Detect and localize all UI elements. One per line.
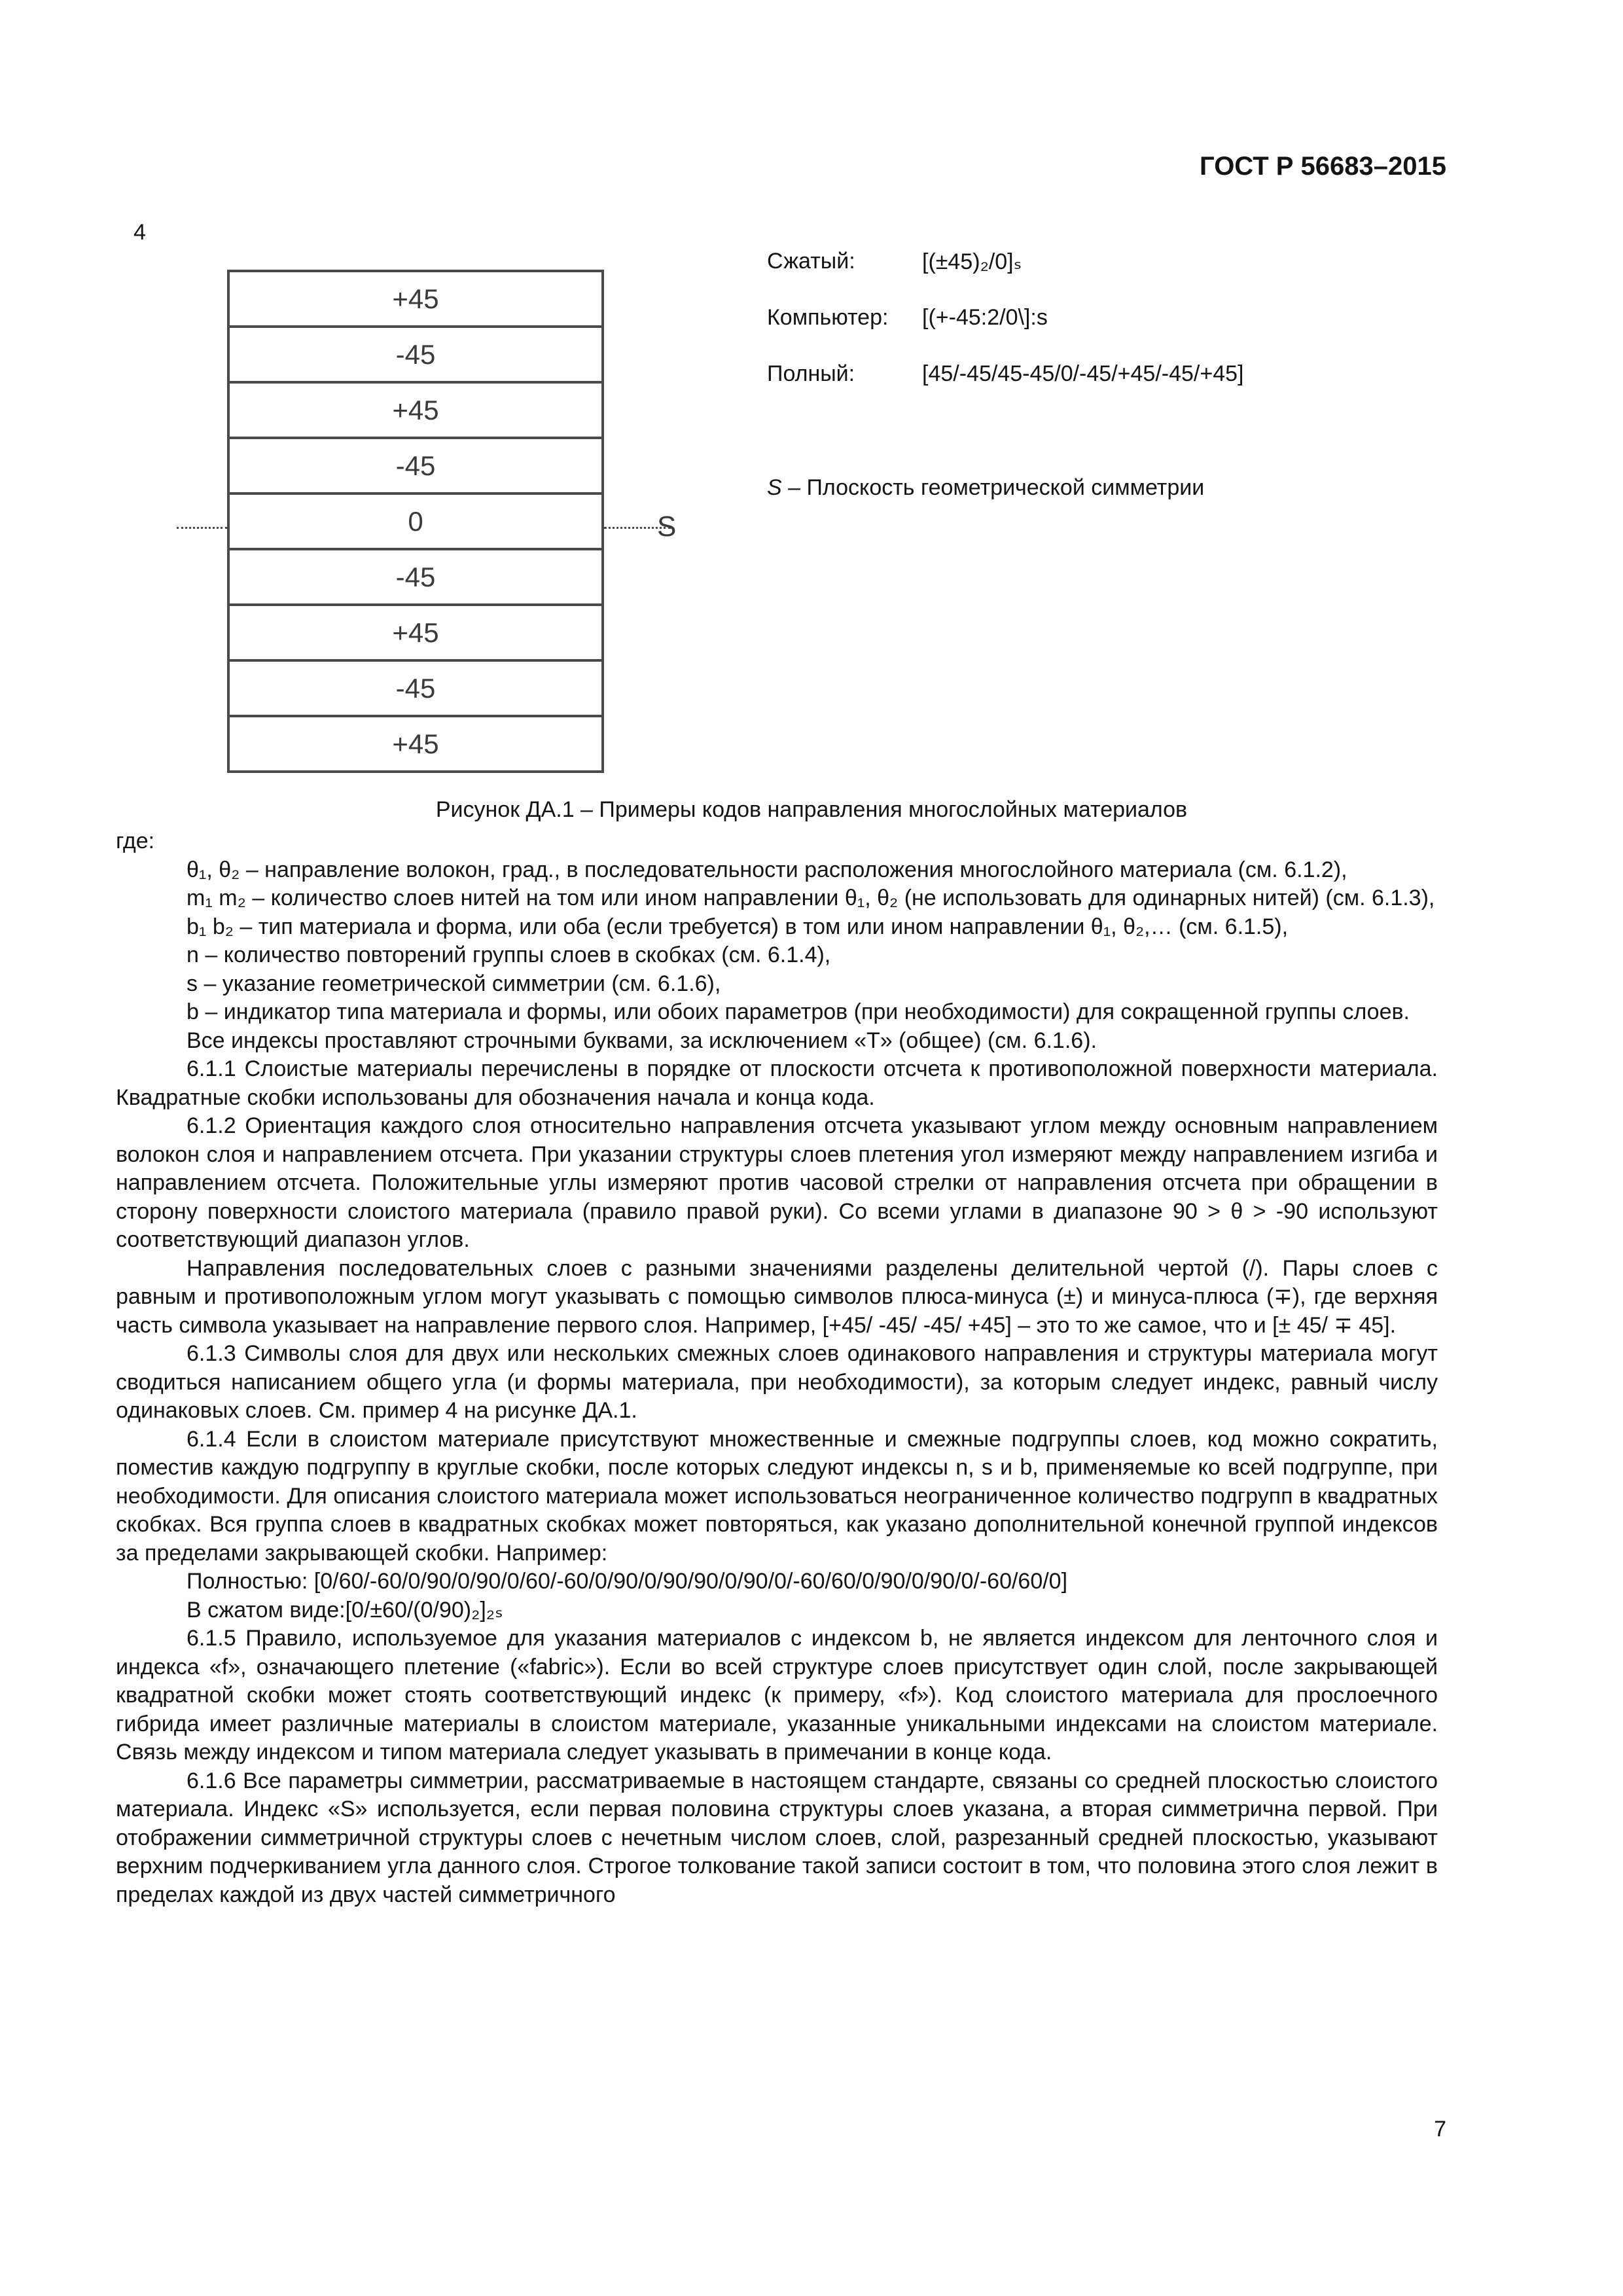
section-6-1-5: 6.1.5 Правило, используемое для указания материалов с индексом b, не является индексом для ленточного слоя и индекса «f», означающего плетение («fabric»). Если во всей структуре слоев присутствует один слой, после закрывающей квадратной скобки может стоять соответствующий индекс (к примеру, «f»). Код слоистого материала для прослоечного гибрида имеет различные материалы в слоистом материале, указанные уникальными индексами на слоистом материале. Связь между индексом и типом материала следует указывать в примечании в конце кода.	[116, 1626, 1438, 1765]
symmetry-note	[767, 475, 1204, 501]
example-number: 4	[134, 220, 146, 245]
layer-8: -45	[227, 659, 604, 715]
document-header: ГОСТ Р 56683–2015	[1200, 152, 1446, 181]
code-label: Сжатый:	[767, 249, 855, 274]
section-6-1-3: 6.1.3 Символы слоя для двух или нескольких смежных слоев одинакового направления и структуры материала могут сводиться написанием общего угла (и формы материала, при необходимости), за которым следует индекс, равный числу одинаковых слоев. См. пример 4 на рисунке ДА.1.	[116, 1341, 1438, 1423]
layer-9: +45	[227, 715, 604, 773]
paragraph: m₁ m₂ – количество слоев нитей на том или ином направлении θ₁, θ₂ (не использовать для одинарных нитей) (см. 6.1.3),	[187, 886, 1435, 910]
layer-1: +45	[227, 270, 604, 325]
code-value: [(+-45:2/0\]:s	[922, 305, 1048, 330]
symmetry-note-symbol: S	[767, 475, 782, 500]
code-row-full	[767, 361, 1243, 418]
layer-5: 0	[227, 492, 604, 548]
code-label: Компьютер:	[767, 305, 889, 330]
figure-caption: Рисунок ДА.1 – Примеры кодов направления многослойных материалов	[435, 797, 1188, 822]
symmetry-line-left	[177, 527, 227, 529]
paragraph: θ₁, θ₂ – направление волокон, град., в последовательности расположения многослойного материала (см. 6.1.2),	[187, 857, 1347, 882]
layer-6: -45	[227, 548, 604, 603]
layer-2: -45	[227, 325, 604, 381]
paragraph: n – количество повторений группы слоев в скобках (см. 6.1.4),	[187, 942, 831, 967]
section-6-1-4: 6.1.4 Если в слоистом материале присутствуют множественные и смежные подгруппы слоев, код можно сократить, поместив каждую подгруппу в круглые скобки, после которых следуют индексы n, s и b, применяемые ко всей подгруппе, при необходимости. Для описания слоистого материала может использоваться неограниченное количество подгрупп в квадратных скобках. Вся группа слоев в квадратных скобках может повторяться, как указано дополнительной конечной группой индексов за пределами закрывающей скобки. Например:	[116, 1426, 1438, 1566]
code-row-compressed	[767, 249, 1243, 305]
body-text	[116, 827, 1438, 1909]
code-list	[767, 249, 1243, 418]
example-compressed: В сжатом виде:[0/±60/(0/90)₂]₂ₛ	[187, 1597, 503, 1623]
layer-3: +45	[227, 381, 604, 437]
where-label: где:	[116, 829, 155, 853]
section-6-1-1: 6.1.1 Слоистые материалы перечислены в порядке от плоскости отсчета к противоположной поверхности материала. Квадратные скобки использованы для обозначения начала и конца кода.	[116, 1056, 1438, 1110]
paragraph: Все индексы проставляют строчными буквами, за исключением «T» (общее) (см. 6.1.6).	[187, 1028, 1097, 1053]
section-6-1-2: 6.1.2 Ориентация каждого слоя относительно направления отсчета указывают углом между основным направлением волокон слоя и направлением отсчета. При указании структуры слоев плетения угол измеряют между направлением изгиба и направлением отсчета. Положительные углы измеряют против часовой стрелки от направления отсчета при обращении в сторону поверхности слоистого материала (правило правой руки). Со всеми углами в диапазоне 90 > θ > -90 используют соответствующий диапазон углов.	[116, 1113, 1438, 1252]
paragraph: b₁ b₂ – тип материала и форма, или оба (если требуется) в том или ином направлении θ₁, θ₂,… (см. 6.1.5),	[187, 914, 1289, 939]
paragraph: b – индикатор типа материала и формы, или обоих параметров (при необходимости) для сокращенной группы слоев.	[187, 999, 1410, 1024]
code-label: Полный:	[767, 361, 855, 386]
page-number: 7	[1434, 2117, 1446, 2142]
paragraph: Направления последовательных слоев с разными значениями разделены делительной чертой (/). Пары слоев с равным и противоположным углом могут указывать с помощью символов плюса-минуса (±) и минуса-плюса (∓), где верхняя часть символа указывает на направление первого слоя. Например, [+45/ -45/ -45/ +45] – это то же самое, что и [± 45/ ∓ 45].	[116, 1255, 1438, 1338]
symmetry-label: S	[657, 511, 677, 543]
code-value: [45/-45/45-45/0/-45/+45/-45/+45]	[922, 361, 1244, 386]
paragraph: s – указание геометрической симметрии (см. 6.1.6),	[187, 971, 721, 996]
code-row-computer	[767, 305, 1243, 361]
layer-7: +45	[227, 603, 604, 659]
code-value: [(±45)₂/0]ₛ	[922, 249, 1022, 274]
laminate-diagram	[227, 270, 604, 773]
symmetry-note-text: – Плоскость геометрической симметрии	[781, 475, 1205, 500]
example-full: Полностью: [0/60/-60/0/90/0/90/0/60/-60/0/90/0/90/90/0/90/0/-60/60/0/90/0/90/0/-60/60/0]	[187, 1569, 1068, 1594]
layer-4: -45	[227, 437, 604, 492]
section-6-1-6: 6.1.6 Все параметры симметрии, рассматриваемые в настоящем стандарте, связаны со средней плоскостью слоистого материала. Индекс «S» используется, если первая половина структуры слоев указана, а вторая симметрична первой. При отображении симметричной структуры слоев с нечетным числом слоев, слой, разрезанный средней плоскостью, указывают верхним подчеркиванием угла данного слоя. Строгое толкование такой записи состоит в том, что половина этого слоя лежит в пределах каждой из двух частей симметричного	[116, 1768, 1438, 1907]
